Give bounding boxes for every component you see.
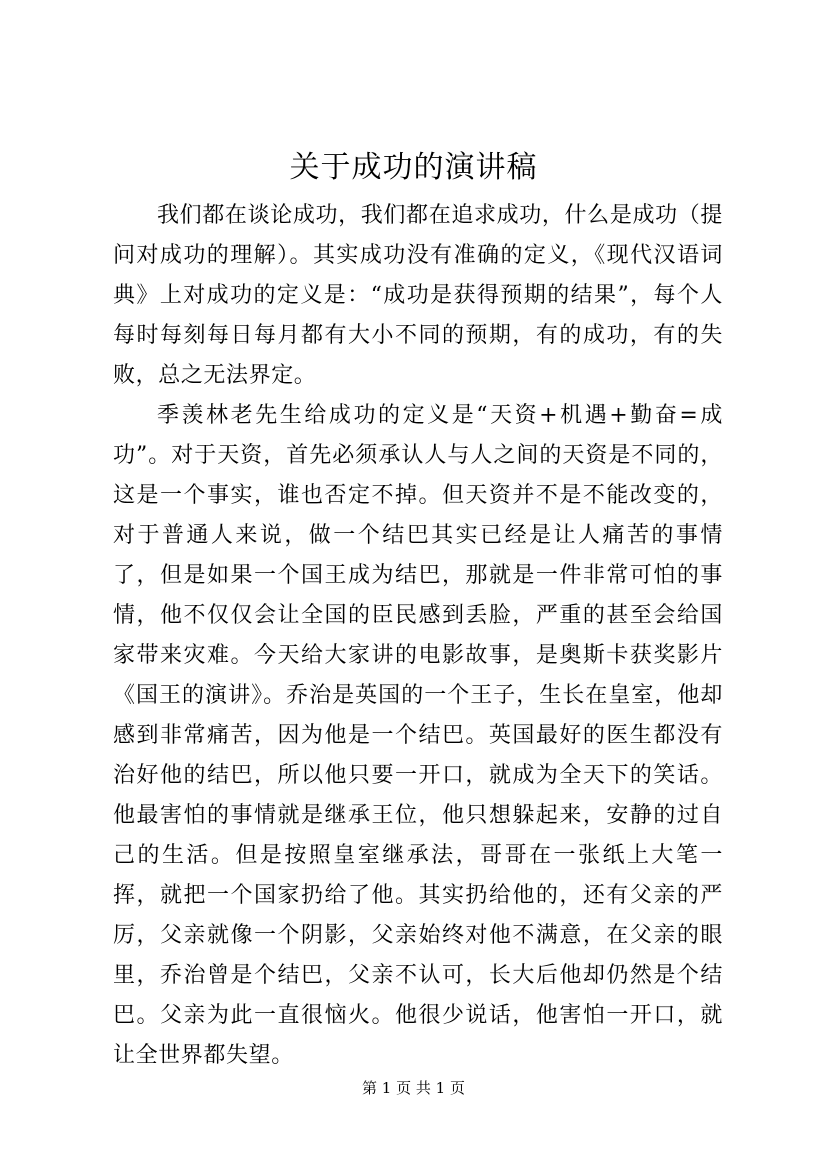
document-title: 关于成功的演讲稿 xyxy=(289,150,538,185)
page-footer: 第 1 页 共 1 页 xyxy=(362,1079,465,1097)
paragraph-2: 季羡林老先生给成功的定义是“天资+机遇+勤奋=成功”。对于天资，首先必须承认人与人之间的天资是不同的，这是一个事实，谁也否定不掉。但天资并不是不能改变的，对于普通人来说，做一个结巴其实已经是让人痛苦的事情了，但是如果一个国王成为结巴，那就是一件非常可怕的事情，他不仅仅会让全国的臣民感到丢脸，严重的甚至会给国家带来灾难。今天给大家讲的电影故事，是奥斯卡获奖影片《国王的演讲》。乔治是英国的一个王子，生长在皇室，他却感到非常痛苦，因为他是一个结巴。英国最好的医生都没有治好他的结巴，所以他只要一开口，就成为全天下的笑话。他最害怕的事情就是继承王位，他只想躲起来，安静的过自己的生活。但是按照皇室继承法，哥哥在一张纸上大笔一挥，就把一个国家扔给了他。其实扔给他的，还有父亲的严厉，父亲就像一个阴影，父亲始终对他不满意，在父亲的眼里，乔治曾是个结巴，父亲不认可，长大后他却仍然是个结巴。父亲为此一直很恼火。他很少说话，他害怕一开口，就让全世界都失望。 xyxy=(113,403,723,1068)
document-body xyxy=(113,196,723,1076)
paragraph-1: 我们都在谈论成功，我们都在追求成功，什么是成功（提问对成功的理解）。其实成功没有准确的定义，《现代汉语词典》上对成功的定义是：“成功是获得预期的结果”，每个人每时每刻每日每月都有大小不同的预期，有的成功，有的失败，总之无法界定。 xyxy=(113,203,723,388)
